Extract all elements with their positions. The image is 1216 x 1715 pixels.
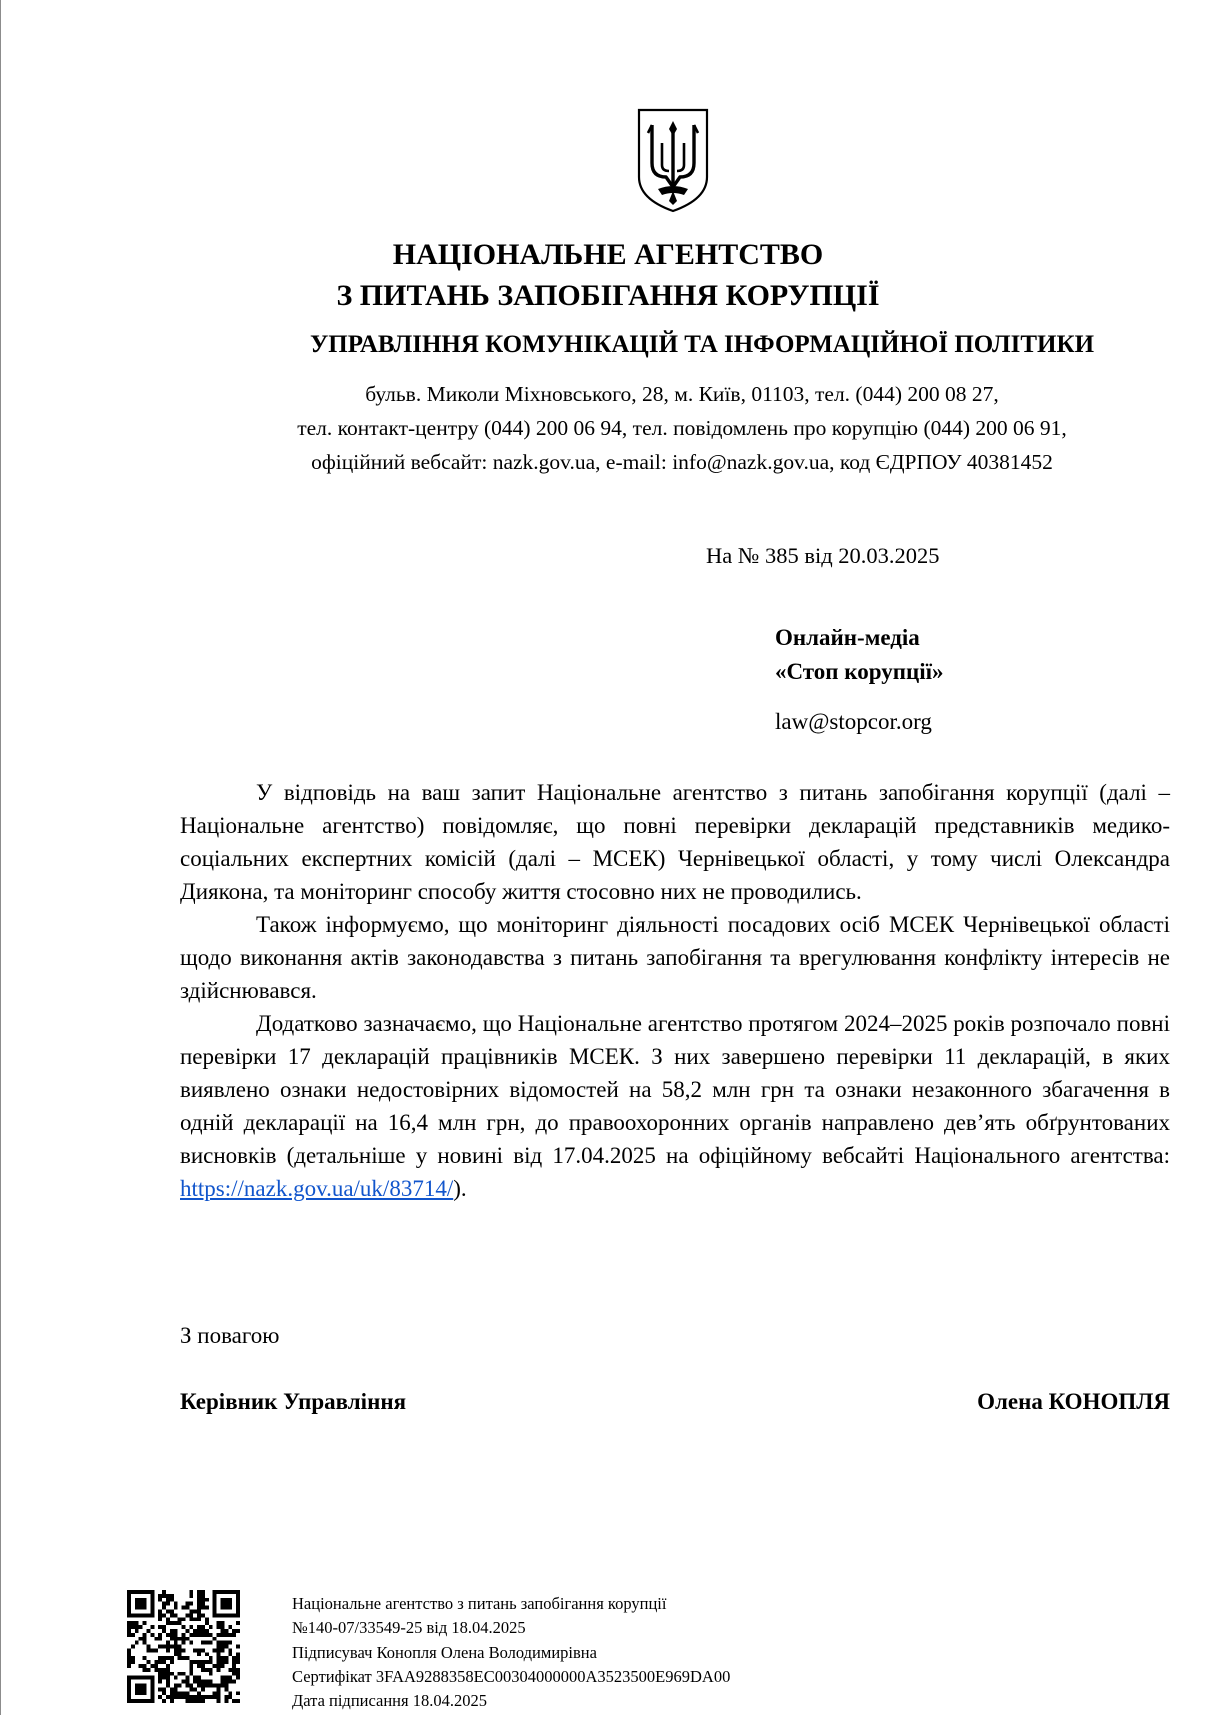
- addressee-line: Онлайн-медіа: [775, 625, 920, 650]
- signer-title: Керівник Управління: [180, 1389, 407, 1414]
- body-paragraph: У відповідь на ваш запит Національне агентство з питань запобігання корупції (далі – Національне агентство) повідомляє, що повні перевірки декларацій представників медико-соціальних експертних комісій (далі – МСЕК) Чернівецької області, у тому числі Олександра Диякона, та моніторинг способу життя стосовно них не проводились.: [180, 780, 1170, 904]
- stamp-line: Національне агентство з питань запобігання корупції: [292, 1594, 667, 1613]
- contact-line: тел. контакт-центру (044) 200 06 94, тел. повідомлень про корупцію (044) 200 06 91,: [297, 416, 1067, 440]
- incoming-reference: На № 385 від 20.03.2025: [706, 543, 940, 568]
- addressee-email: law@stopcor.org: [775, 709, 932, 734]
- trident-coat-of-arms-icon: [636, 107, 710, 214]
- addressee-line: «Стоп корупції»: [775, 659, 944, 684]
- organization-name-line2: З ПИТАНЬ ЗАПОБІГАННЯ КОРУПЦІЇ: [336, 279, 880, 312]
- contact-line: офіційний вебсайт: nazk.gov.ua, e-mail: info@nazk.gov.ua, код ЄДРПОУ 40381452: [311, 450, 1053, 474]
- addressee: [775, 621, 944, 689]
- contact-details: [220, 377, 1144, 479]
- digital-signature-stamp: [292, 1592, 730, 1713]
- contact-line: бульв. Миколи Міхновського, 28, м. Київ, 01103, тел. (044) 200 08 27,: [365, 382, 999, 406]
- stamp-line: Підписувач Конопля Олена Володимирівна: [292, 1642, 597, 1662]
- body-paragraph: [180, 1007, 1170, 1205]
- nazk-news-link[interactable]: https://nazk.gov.ua/uk/83714/: [180, 1176, 454, 1201]
- paragraph-text: Додатково зазначаємо, що Національне агентство протягом 2024–2025 років розпочало повні перевірки 17 декларацій працівників МСЕК. З них завершено перевірки 11 декларацій, в яких виявлено ознаки недостовірних відомостей на 58,2 млн грн та ознаки незаконного збагачення в одній декларації на 16,4 млн грн, до правоохоронних органів направлено дев’ять обґрунтованих висновків (детальніше у новині від 17.04.2025 на офіційному вебсайті Національного агентства:: [180, 1011, 1170, 1168]
- closing-salutation: З повагою: [180, 1323, 280, 1348]
- stamp-line: №140-07/33549-25 від 18.04.2025: [292, 1618, 526, 1638]
- signer-name: Олена КОНОПЛЯ: [977, 1389, 1170, 1414]
- department-name: УПРАВЛІННЯ КОМУНІКАЦІЙ ТА ІНФОРМАЦІЙНОЇ ПОЛІТИКИ: [309, 331, 1095, 358]
- paragraph-tail: ).: [453, 1176, 467, 1201]
- organization-name-line1: НАЦІОНАЛЬНЕ АГЕНТСТВО: [392, 238, 824, 271]
- stamp-line: Дата підписання 18.04.2025: [292, 1691, 487, 1711]
- stamp-line: Сертифікат 3FAA9288358EC00304000000A3523500E969DA00: [292, 1666, 731, 1686]
- letter-body: [180, 776, 1170, 1205]
- body-paragraph: Також інформуємо, що моніторинг діяльності посадових осіб МСЕК Чернівецької області щодо виконання актів законодавства з питань запобігання та врегулювання конфлікту інтересів не здійснювався.: [180, 912, 1170, 1003]
- qr-code-icon: [127, 1590, 240, 1703]
